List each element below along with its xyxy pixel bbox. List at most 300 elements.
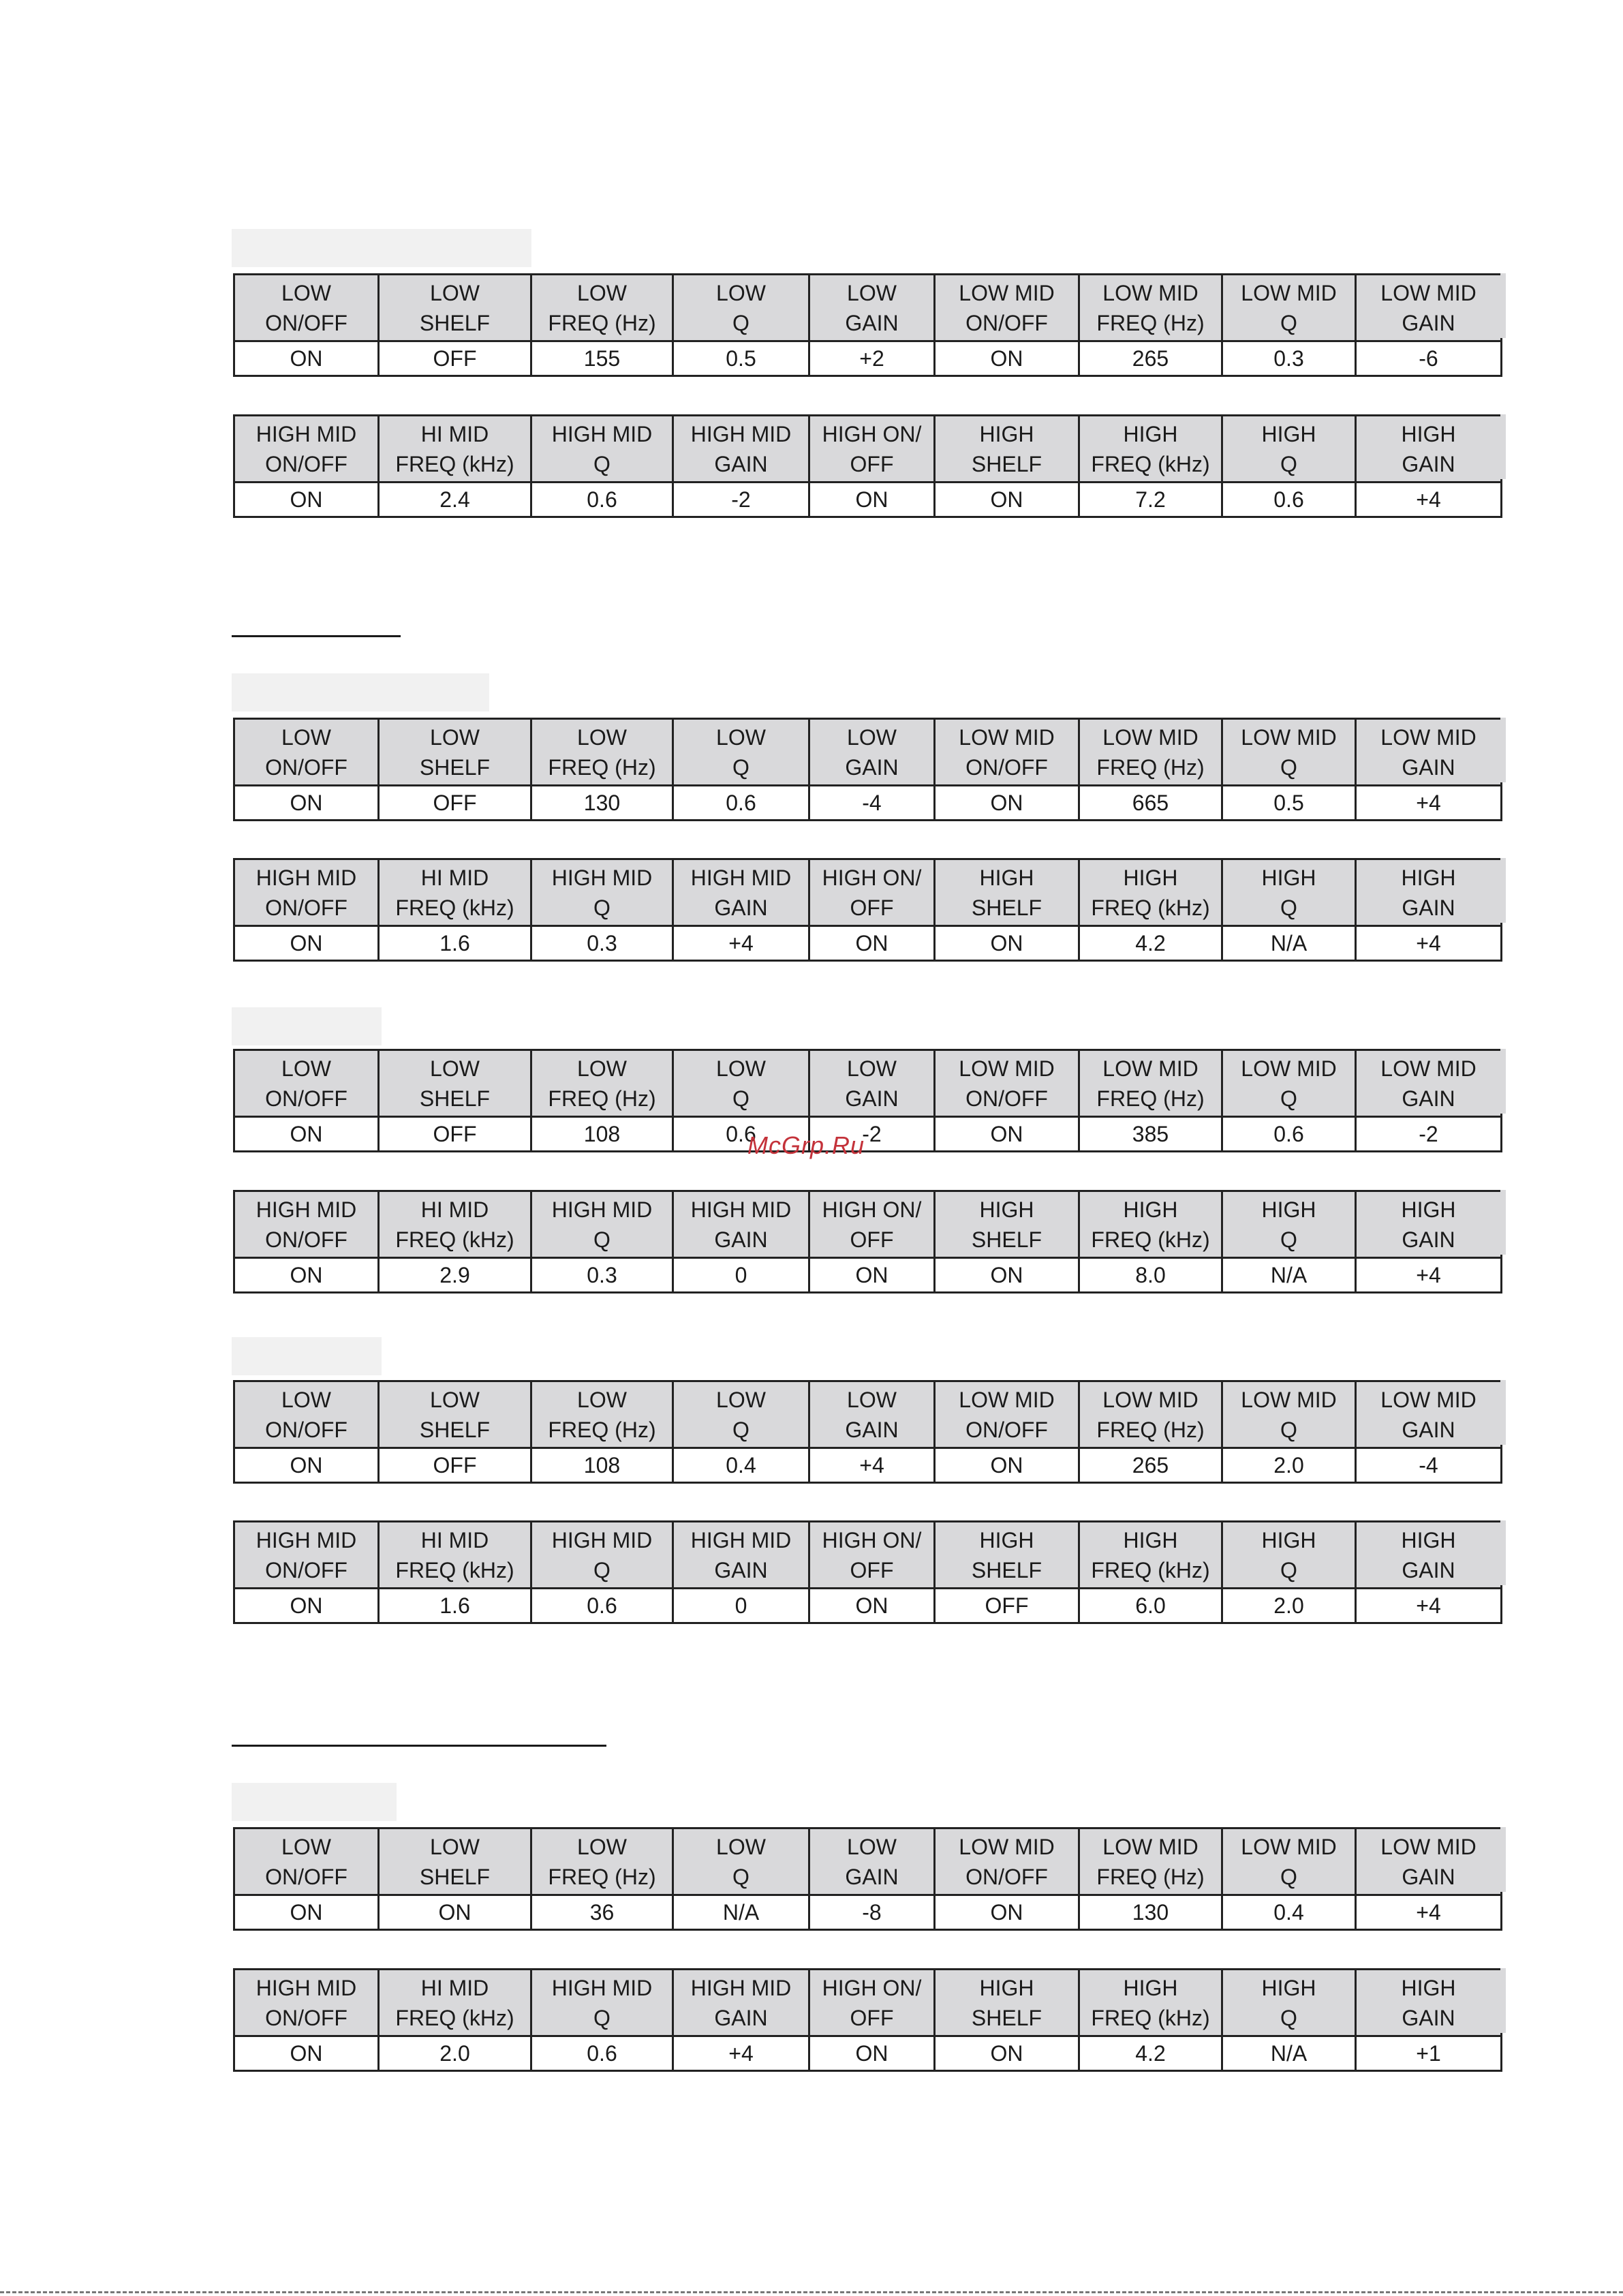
header-cell bbox=[1222, 1970, 1356, 2036]
value-cell: ON bbox=[809, 483, 935, 517]
header-cell bbox=[809, 1381, 935, 1448]
header-line-2: GAIN bbox=[714, 1227, 768, 1252]
table-edge bbox=[1500, 1380, 1506, 1445]
header-line-1: HIGH bbox=[1261, 1975, 1316, 2000]
header-line-2: Q bbox=[732, 1417, 749, 1442]
section-heading-1 bbox=[232, 598, 401, 637]
header-cell bbox=[234, 1828, 379, 1895]
header-line-2: GAIN bbox=[845, 754, 899, 780]
header-line-2: ON/OFF bbox=[265, 2005, 347, 2030]
header-cell bbox=[673, 1191, 809, 1258]
header-line-1: HIGH ON/ bbox=[822, 865, 922, 890]
header-line-1: LOW MID bbox=[1380, 1834, 1477, 1859]
header-line-2: Q bbox=[1280, 310, 1297, 335]
header-cell bbox=[809, 1191, 935, 1258]
header-cell bbox=[1222, 275, 1356, 341]
header-line-1: LOW MID bbox=[1380, 1387, 1477, 1412]
header-cell bbox=[1079, 416, 1222, 483]
header-cell bbox=[1079, 1381, 1222, 1448]
eq-table-low-2 bbox=[233, 718, 1500, 821]
table-edge bbox=[1500, 414, 1506, 479]
value-cell: ON bbox=[935, 1117, 1079, 1152]
header-line-2: GAIN bbox=[1402, 1227, 1455, 1252]
header-line-1: LOW bbox=[430, 1387, 480, 1412]
eq-table-high-2 bbox=[233, 858, 1500, 962]
header-line-2: GAIN bbox=[714, 451, 768, 476]
header-line-1: LOW bbox=[847, 1387, 897, 1412]
value-cell: -8 bbox=[809, 1895, 935, 1930]
header-line-1: LOW bbox=[430, 280, 480, 305]
header-line-2: FREQ (Hz) bbox=[1096, 310, 1205, 335]
header-line-1: HIGH bbox=[1261, 865, 1316, 890]
header-line-1: LOW MID bbox=[959, 1387, 1055, 1412]
eq-table-high-4 bbox=[233, 1520, 1500, 1624]
value-cell: +4 bbox=[1356, 1895, 1502, 1930]
value-cell: 0.5 bbox=[1222, 786, 1356, 821]
header-line-2: FREQ (Hz) bbox=[1096, 1086, 1205, 1111]
header-line-2: FREQ (Hz) bbox=[1096, 1864, 1205, 1889]
eq-table-high-1 bbox=[233, 414, 1500, 518]
header-line-1: LOW MID bbox=[1241, 1056, 1337, 1081]
eq-table bbox=[233, 1380, 1502, 1484]
header-line-2: SHELF bbox=[419, 1864, 491, 1889]
value-cell: OFF bbox=[379, 1117, 531, 1152]
header-line-2: ON/OFF bbox=[965, 310, 1048, 335]
value-cell: 0.6 bbox=[531, 483, 673, 517]
value-cell: ON bbox=[809, 926, 935, 961]
header-cell bbox=[1356, 275, 1502, 341]
header-line-1: HIGH bbox=[1401, 1527, 1456, 1552]
value-cell: 0 bbox=[673, 1258, 809, 1293]
header-line-1: HIGH bbox=[979, 1975, 1034, 2000]
header-line-1: HIGH bbox=[979, 1197, 1034, 1222]
header-line-1: LOW bbox=[716, 280, 766, 305]
header-cell bbox=[809, 416, 935, 483]
header-line-2: ON/OFF bbox=[965, 1086, 1048, 1111]
header-line-1: LOW bbox=[281, 724, 331, 750]
header-cell bbox=[379, 719, 531, 786]
value-cell: ON bbox=[809, 1258, 935, 1293]
header-cell bbox=[809, 859, 935, 926]
header-line-2: GAIN bbox=[1402, 754, 1455, 780]
header-line-1: HIGH MID bbox=[256, 1197, 357, 1222]
header-line-1: HIGH ON/ bbox=[822, 1197, 922, 1222]
value-row bbox=[234, 926, 1502, 961]
header-cell bbox=[1079, 275, 1222, 341]
table-edge bbox=[1500, 858, 1506, 923]
header-cell bbox=[1356, 1970, 1502, 2036]
table-edge bbox=[1500, 1827, 1506, 1892]
table-edge bbox=[1500, 1520, 1506, 1585]
header-line-2: FREQ (Hz) bbox=[548, 310, 656, 335]
header-line-1: HIGH MID bbox=[256, 1975, 357, 2000]
header-line-2: OFF bbox=[850, 895, 894, 920]
header-line-2: ON/OFF bbox=[265, 1417, 347, 1442]
header-cell bbox=[531, 1522, 673, 1589]
header-line-2: FREQ (Hz) bbox=[548, 754, 656, 780]
header-cell bbox=[1079, 1828, 1222, 1895]
header-line-2: SHELF bbox=[419, 754, 491, 780]
value-cell: ON bbox=[234, 1895, 379, 1930]
header-line-2: FREQ (Hz) bbox=[548, 1086, 656, 1111]
header-line-1: HI MID bbox=[420, 1197, 489, 1222]
header-cell bbox=[673, 1381, 809, 1448]
header-line-2: SHELF bbox=[419, 1086, 491, 1111]
header-line-2: Q bbox=[1280, 895, 1297, 920]
value-row bbox=[234, 1589, 1502, 1623]
header-line-1: HIGH MID bbox=[551, 865, 653, 890]
header-line-2: GAIN bbox=[714, 1557, 768, 1582]
header-line-2: ON/OFF bbox=[265, 451, 347, 476]
header-cell bbox=[531, 1381, 673, 1448]
eq-table-high-3 bbox=[233, 1190, 1500, 1294]
header-line-2: FREQ (Hz) bbox=[548, 1417, 656, 1442]
header-line-1: LOW bbox=[430, 1834, 480, 1859]
header-line-2: Q bbox=[593, 451, 610, 476]
value-cell: N/A bbox=[673, 1895, 809, 1930]
header-line-1: HIGH ON/ bbox=[822, 1975, 922, 2000]
value-cell: 0.5 bbox=[673, 341, 809, 376]
header-cell bbox=[234, 1970, 379, 2036]
header-row bbox=[234, 719, 1502, 786]
header-row bbox=[234, 416, 1502, 483]
header-line-1: LOW bbox=[716, 1834, 766, 1859]
header-line-1: LOW bbox=[716, 724, 766, 750]
header-cell bbox=[1222, 416, 1356, 483]
header-line-1: HIGH bbox=[1401, 1197, 1456, 1222]
header-line-2: GAIN bbox=[845, 310, 899, 335]
value-cell: ON bbox=[935, 1258, 1079, 1293]
eq-table bbox=[233, 1520, 1502, 1624]
header-line-1: LOW MID bbox=[959, 280, 1055, 305]
value-cell: 8.0 bbox=[1079, 1258, 1222, 1293]
value-cell: ON bbox=[809, 2036, 935, 2071]
header-cell bbox=[234, 416, 379, 483]
header-line-1: LOW MID bbox=[1102, 1834, 1199, 1859]
value-cell: ON bbox=[935, 786, 1079, 821]
value-cell: 1.6 bbox=[379, 1589, 531, 1623]
header-line-1: HIGH MID bbox=[551, 1527, 653, 1552]
header-cell bbox=[809, 1522, 935, 1589]
value-cell: 2.4 bbox=[379, 483, 531, 517]
header-cell bbox=[1222, 859, 1356, 926]
header-line-1: HI MID bbox=[420, 1527, 489, 1552]
header-line-2: GAIN bbox=[1402, 1417, 1455, 1442]
value-cell: ON bbox=[234, 1448, 379, 1483]
header-line-2: ON/OFF bbox=[265, 310, 347, 335]
value-cell: 0.6 bbox=[1222, 1117, 1356, 1152]
header-line-2: Q bbox=[732, 310, 749, 335]
header-line-2: GAIN bbox=[714, 895, 768, 920]
header-row bbox=[234, 1522, 1502, 1589]
header-line-1: HI MID bbox=[420, 865, 489, 890]
header-line-2: FREQ (kHz) bbox=[395, 451, 514, 476]
header-cell bbox=[935, 275, 1079, 341]
header-cell bbox=[1222, 719, 1356, 786]
header-cell bbox=[935, 1191, 1079, 1258]
header-line-2: FREQ (Hz) bbox=[548, 1864, 656, 1889]
value-cell: 130 bbox=[531, 786, 673, 821]
header-cell bbox=[1356, 1191, 1502, 1258]
header-row bbox=[234, 1191, 1502, 1258]
eq-table bbox=[233, 1827, 1502, 1931]
value-cell: -6 bbox=[1356, 341, 1502, 376]
value-cell: 2.0 bbox=[379, 2036, 531, 2071]
header-cell bbox=[379, 1381, 531, 1448]
header-line-1: LOW MID bbox=[1102, 280, 1199, 305]
header-line-1: LOW bbox=[577, 724, 627, 750]
table-edge bbox=[1500, 718, 1506, 782]
header-cell bbox=[379, 1522, 531, 1589]
header-line-2: Q bbox=[1280, 1417, 1297, 1442]
header-line-1: HIGH bbox=[1123, 865, 1178, 890]
value-cell: 7.2 bbox=[1079, 483, 1222, 517]
header-line-2: GAIN bbox=[1402, 1086, 1455, 1111]
value-cell: 0.4 bbox=[1222, 1895, 1356, 1930]
value-cell: 0.3 bbox=[531, 926, 673, 961]
header-cell bbox=[531, 1828, 673, 1895]
value-cell: 130 bbox=[1079, 1895, 1222, 1930]
header-cell bbox=[935, 1522, 1079, 1589]
value-cell: -4 bbox=[1356, 1448, 1502, 1483]
value-cell: N/A bbox=[1222, 2036, 1356, 2071]
header-line-1: HIGH MID bbox=[551, 1197, 653, 1222]
watermark-text: McGrp.Ru bbox=[747, 1131, 865, 1159]
header-cell bbox=[673, 1828, 809, 1895]
eq-table-low-4 bbox=[233, 1380, 1500, 1484]
header-line-2: OFF bbox=[850, 1557, 894, 1582]
header-line-2: SHELF bbox=[971, 1557, 1042, 1582]
header-cell bbox=[673, 719, 809, 786]
eq-table bbox=[233, 1049, 1502, 1152]
header-line-2: ON/OFF bbox=[965, 1864, 1048, 1889]
header-line-1: LOW bbox=[281, 1387, 331, 1412]
header-cell bbox=[673, 416, 809, 483]
value-cell: ON bbox=[234, 1117, 379, 1152]
value-cell: +4 bbox=[1356, 1258, 1502, 1293]
value-row bbox=[234, 341, 1502, 376]
header-line-2: ON/OFF bbox=[265, 754, 347, 780]
header-line-2: Q bbox=[1280, 1086, 1297, 1111]
header-line-1: HIGH MID bbox=[690, 421, 792, 446]
header-line-2: FREQ (kHz) bbox=[395, 2005, 514, 2030]
header-cell bbox=[234, 1191, 379, 1258]
header-line-2: GAIN bbox=[845, 1417, 899, 1442]
value-cell: ON bbox=[234, 341, 379, 376]
value-cell: -4 bbox=[809, 786, 935, 821]
value-cell: 155 bbox=[531, 341, 673, 376]
value-cell: ON bbox=[935, 341, 1079, 376]
value-cell: 265 bbox=[1079, 341, 1222, 376]
header-line-2: ON/OFF bbox=[265, 1864, 347, 1889]
eq-table-low-5 bbox=[233, 1827, 1500, 1931]
header-line-2: Q bbox=[593, 895, 610, 920]
value-cell: +1 bbox=[1356, 2036, 1502, 2071]
header-cell bbox=[809, 1970, 935, 2036]
header-line-2: FREQ (kHz) bbox=[395, 1557, 514, 1582]
eq-table bbox=[233, 1190, 1502, 1294]
header-cell bbox=[1356, 1050, 1502, 1117]
header-row bbox=[234, 1050, 1502, 1117]
header-line-1: LOW MID bbox=[1241, 280, 1337, 305]
value-cell: 0.6 bbox=[531, 1589, 673, 1623]
header-cell bbox=[935, 1050, 1079, 1117]
header-line-1: LOW bbox=[430, 1056, 480, 1081]
value-cell: 0.3 bbox=[531, 1258, 673, 1293]
header-cell bbox=[1222, 1050, 1356, 1117]
value-cell: +4 bbox=[673, 2036, 809, 2071]
value-cell: 0.4 bbox=[673, 1448, 809, 1483]
header-line-1: HIGH MID bbox=[256, 421, 357, 446]
value-cell: +4 bbox=[1356, 483, 1502, 517]
value-cell: OFF bbox=[379, 341, 531, 376]
value-cell: 0.6 bbox=[531, 2036, 673, 2071]
header-line-2: Q bbox=[593, 2005, 610, 2030]
header-cell bbox=[1079, 1522, 1222, 1589]
header-line-2: GAIN bbox=[1402, 2005, 1455, 2030]
header-cell bbox=[379, 275, 531, 341]
header-line-1: LOW bbox=[577, 1834, 627, 1859]
header-cell bbox=[1079, 719, 1222, 786]
header-cell bbox=[935, 1381, 1079, 1448]
header-line-2: SHELF bbox=[971, 1227, 1042, 1252]
header-line-2: GAIN bbox=[845, 1864, 899, 1889]
header-line-2: FREQ (kHz) bbox=[1091, 1227, 1210, 1252]
header-line-2: Q bbox=[1280, 1557, 1297, 1582]
eq-table bbox=[233, 718, 1502, 821]
value-cell: +4 bbox=[809, 1448, 935, 1483]
eq-table-low-1 bbox=[233, 273, 1500, 377]
value-cell: 0.3 bbox=[1222, 341, 1356, 376]
preset-label-1 bbox=[232, 229, 531, 267]
header-line-2: GAIN bbox=[714, 2005, 768, 2030]
header-cell bbox=[1079, 859, 1222, 926]
header-line-2: Q bbox=[1280, 451, 1297, 476]
header-cell bbox=[379, 859, 531, 926]
value-cell: ON bbox=[234, 1258, 379, 1293]
value-cell: +2 bbox=[809, 341, 935, 376]
header-line-1: HIGH bbox=[1261, 1197, 1316, 1222]
value-cell: +4 bbox=[1356, 926, 1502, 961]
value-cell: ON bbox=[935, 1448, 1079, 1483]
header-line-1: HIGH MID bbox=[690, 1527, 792, 1552]
table-edge bbox=[1500, 273, 1506, 338]
header-line-1: HIGH MID bbox=[256, 1527, 357, 1552]
header-line-1: HI MID bbox=[420, 421, 489, 446]
header-cell bbox=[1079, 1970, 1222, 2036]
header-line-1: LOW MID bbox=[1241, 1834, 1337, 1859]
value-cell: 0 bbox=[673, 1589, 809, 1623]
header-line-1: HIGH MID bbox=[551, 421, 653, 446]
value-cell: 0.6 bbox=[1222, 483, 1356, 517]
value-cell: 4.2 bbox=[1079, 2036, 1222, 2071]
header-line-2: SHELF bbox=[419, 1417, 491, 1442]
header-line-1: HIGH ON/ bbox=[822, 421, 922, 446]
header-line-2: Q bbox=[593, 1557, 610, 1582]
header-line-1: LOW bbox=[281, 1056, 331, 1081]
header-cell bbox=[809, 275, 935, 341]
header-row bbox=[234, 859, 1502, 926]
value-cell: ON bbox=[379, 1895, 531, 1930]
value-cell: ON bbox=[234, 2036, 379, 2071]
header-row bbox=[234, 275, 1502, 341]
header-line-1: LOW bbox=[281, 280, 331, 305]
section-heading-2 bbox=[232, 1708, 606, 1747]
eq-table bbox=[233, 1968, 1502, 2072]
header-cell bbox=[379, 416, 531, 483]
value-cell: 108 bbox=[531, 1117, 673, 1152]
header-cell bbox=[531, 275, 673, 341]
value-cell: +4 bbox=[1356, 1589, 1502, 1623]
header-line-2: GAIN bbox=[1402, 1557, 1455, 1582]
header-line-1: LOW MID bbox=[1380, 1056, 1477, 1081]
value-cell: N/A bbox=[1222, 1258, 1356, 1293]
header-line-1: HIGH bbox=[1123, 1527, 1178, 1552]
value-cell: ON bbox=[935, 1895, 1079, 1930]
header-line-1: LOW MID bbox=[1380, 280, 1477, 305]
value-cell: ON bbox=[234, 926, 379, 961]
header-cell bbox=[935, 859, 1079, 926]
eq-table bbox=[233, 414, 1502, 518]
value-cell: 2.9 bbox=[379, 1258, 531, 1293]
value-row bbox=[234, 1448, 1502, 1483]
table-edge bbox=[1500, 1049, 1506, 1114]
header-line-1: HIGH bbox=[1401, 865, 1456, 890]
header-line-1: HIGH MID bbox=[690, 1197, 792, 1222]
header-cell bbox=[1356, 1381, 1502, 1448]
header-line-1: HIGH bbox=[1401, 1975, 1456, 2000]
value-cell: 0.6 bbox=[673, 786, 809, 821]
header-line-2: GAIN bbox=[1402, 1864, 1455, 1889]
header-cell bbox=[1079, 1050, 1222, 1117]
header-cell bbox=[809, 1828, 935, 1895]
header-line-1: LOW MID bbox=[1102, 1056, 1199, 1081]
header-cell bbox=[935, 416, 1079, 483]
header-line-1: HIGH MID bbox=[690, 865, 792, 890]
value-cell: -2 bbox=[809, 1117, 935, 1152]
value-cell: ON bbox=[809, 1589, 935, 1623]
header-line-2: Q bbox=[1280, 1864, 1297, 1889]
header-line-2: SHELF bbox=[971, 895, 1042, 920]
table-edge bbox=[1500, 1190, 1506, 1255]
header-line-2: OFF bbox=[850, 2005, 894, 2030]
value-cell: 2.0 bbox=[1222, 1448, 1356, 1483]
eq-table bbox=[233, 273, 1502, 377]
header-line-2: ON/OFF bbox=[965, 754, 1048, 780]
header-cell bbox=[234, 859, 379, 926]
header-line-1: LOW bbox=[577, 1056, 627, 1081]
header-line-1: LOW MID bbox=[1102, 724, 1199, 750]
value-row bbox=[234, 1117, 1502, 1152]
header-line-2: GAIN bbox=[1402, 310, 1455, 335]
value-row bbox=[234, 2036, 1502, 2071]
header-line-2: FREQ (Hz) bbox=[1096, 754, 1205, 780]
value-cell: 36 bbox=[531, 1895, 673, 1930]
preset-label-2 bbox=[232, 673, 489, 711]
header-line-1: HIGH bbox=[979, 1527, 1034, 1552]
header-line-2: GAIN bbox=[1402, 895, 1455, 920]
header-cell bbox=[1356, 1522, 1502, 1589]
header-cell bbox=[234, 719, 379, 786]
header-cell bbox=[1079, 1191, 1222, 1258]
header-cell bbox=[379, 1828, 531, 1895]
header-cell bbox=[379, 1191, 531, 1258]
header-line-1: HIGH bbox=[979, 421, 1034, 446]
value-row bbox=[234, 1258, 1502, 1293]
header-line-2: ON/OFF bbox=[265, 1557, 347, 1582]
header-line-2: OFF bbox=[850, 1227, 894, 1252]
header-line-1: HIGH bbox=[1123, 1197, 1178, 1222]
